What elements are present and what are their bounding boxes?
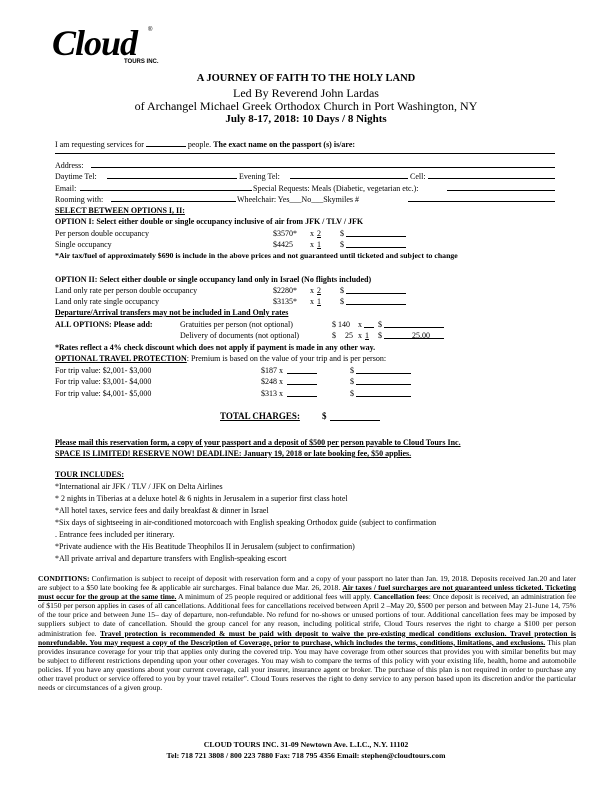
option-two-single-dollar: $: [340, 297, 344, 306]
delivery-total: 25.00: [412, 331, 430, 340]
rooming-with-label: Rooming with:: [55, 195, 104, 204]
special-requests-field[interactable]: [447, 190, 555, 191]
option-two-double-amount-field[interactable]: [346, 293, 406, 294]
departure-transfer-note: Departure/Arrival transfers may not be included in Land Only rates: [55, 308, 289, 317]
option-one-single-amount-field[interactable]: [346, 247, 406, 248]
protection-row-3-amount-field[interactable]: [356, 396, 411, 397]
option-two-single-qty: 1: [317, 297, 321, 306]
mail-instructions: Please mail this reservation form, a copy of your passport and a deposit of $500 per person payable to Cloud Tours Inc.: [55, 438, 461, 447]
include-item: *All hotel taxes, service fees and daily breakfast & dinner in Israel: [55, 506, 269, 515]
evening-tel-label: Evening Tel:: [239, 172, 280, 181]
wheelchair-label: Wheelchair: Yes___No___Skymiles #: [237, 195, 359, 204]
daytime-tel-field[interactable]: [107, 178, 237, 179]
option-one-double-qty: 2: [317, 229, 321, 238]
option-one-double-price: $3570*: [273, 229, 297, 238]
include-item: * 2 nights in Tiberias at a deluxe hotel & 6 nights in Jerusalem in a superior first class hotel: [55, 494, 348, 503]
all-options-label: ALL OPTIONS: Please add:: [55, 320, 153, 329]
protection-row-1-dollar: $: [350, 366, 354, 375]
special-requests-label: Special Requests: Meals (Diabetic, vegetarian etc.):: [253, 184, 419, 193]
address-field[interactable]: [91, 167, 555, 168]
gratuities-qty-field[interactable]: [364, 327, 374, 328]
protection-row-1-amount-field[interactable]: [356, 373, 411, 374]
option-one-double-mult: x: [310, 229, 314, 238]
logo-registered-mark: ®: [148, 27, 153, 33]
option-two-heading: OPTION II: Select either double or single occupancy land only in Israel (No flights included): [55, 275, 372, 284]
include-item: . Entrance fees included per itinerary.: [55, 530, 175, 539]
option-one-double-amount-field[interactable]: [346, 236, 406, 237]
protection-row-2-label: For trip value: $3,001- $4,000: [55, 377, 152, 386]
option-two-single-mult: x: [310, 297, 314, 306]
footer-address: CLOUD TOURS INC. 31-09 Newtown Ave. L.I.C., N.Y. 11102: [203, 740, 409, 749]
protection-heading-line: OPTIONAL TRAVEL PROTECTION: Premium is based on the value of your trip and is per person:: [55, 354, 387, 363]
delivery-dollar: $: [378, 331, 382, 340]
evening-tel-field[interactable]: [290, 178, 408, 179]
logo-subtitle: TOURS INC.: [124, 59, 159, 65]
option-one-single-label: Single occupancy: [55, 240, 112, 249]
address-label: Address:: [55, 161, 84, 170]
protection-row-3-qty-field[interactable]: [287, 396, 317, 397]
option-one-single-dollar: $: [340, 240, 344, 249]
cell-label: Cell:: [410, 172, 426, 181]
gratuities-dollar: $: [378, 320, 382, 329]
option-two-double-price: $2280*: [273, 286, 297, 295]
requesting-line: I am requesting services for people. The exact name on the passport (s) is/are:: [55, 140, 356, 149]
gratuities-amount: $ 140: [332, 320, 350, 329]
email-label: Email:: [55, 184, 77, 193]
include-item: *Six days of sightseeing in air-conditioned motorcoach with English speaking Orthodox guide (subject to confirmation: [55, 518, 437, 527]
total-charges-field[interactable]: [330, 420, 380, 421]
gratuities-amount-field[interactable]: [384, 327, 444, 328]
email-field[interactable]: [80, 190, 252, 191]
delivery-amount-dollar: $: [332, 331, 336, 340]
select-options-heading: SELECT BETWEEN OPTIONS I, II:: [55, 206, 185, 215]
include-item: *Private audience with the His Beatitude Theophilos II in Jerusalem (subject to confirmation): [55, 542, 355, 551]
protection-row-2-price: $248 x: [261, 377, 283, 386]
trip-title: A JOURNEY OF FAITH TO THE HOLY LAND: [196, 73, 416, 84]
delivery-mult: x: [358, 331, 362, 340]
delivery-qty: 1: [365, 331, 369, 340]
option-two-single-amount-field[interactable]: [346, 304, 406, 305]
cloud-tours-logo: [52, 25, 164, 71]
rooming-with-field[interactable]: [111, 201, 236, 202]
option-one-double-label: Per person double occupancy: [55, 229, 149, 238]
total-charges-dollar: $: [322, 411, 327, 421]
option-two-double-label: Land only rate per person double occupancy: [55, 286, 198, 295]
gratuities-mult: x: [358, 320, 362, 329]
include-item: *All private arrival and departure transfers with English-speaking escort: [55, 554, 287, 563]
protection-row-3-label: For trip value: $4,001- $5,000: [55, 389, 152, 398]
cell-field[interactable]: [428, 178, 555, 179]
gratuities-label: Gratuities per person (not optional): [180, 320, 293, 329]
option-one-single-mult: x: [310, 240, 314, 249]
rates-discount-note: *Rates reflect a 4% check discount which does not apply if payment is made in any other way.: [55, 343, 376, 352]
protection-row-1-qty-field[interactable]: [287, 373, 317, 374]
passport-names-field[interactable]: [55, 153, 555, 154]
protection-row-2-qty-field[interactable]: [287, 384, 317, 385]
trip-leader: Led By Reverend John Lardas: [233, 86, 379, 100]
protection-row-3-price: $313 x: [261, 389, 283, 398]
logo-wordmark: Cloud: [52, 23, 138, 63]
protection-row-3-dollar: $: [350, 389, 354, 398]
protection-row-1-label: For trip value: $2,001- $3,000: [55, 366, 152, 375]
trip-church: of Archangel Michael Greek Orthodox Church in Port Washington, NY: [134, 99, 478, 113]
skymiles-field[interactable]: [408, 201, 555, 202]
option-one-single-price: $4425: [273, 240, 293, 249]
option-two-single-label: Land only rate single occupancy: [55, 297, 159, 306]
air-tax-note: *Air tax/fuel of approximately $690 is include in the above prices and not guaranteed until ticketed and subject to change: [55, 251, 458, 260]
deadline-notice: SPACE IS LIMITED! RESERVE NOW! DEADLINE: January 19, 2018 or late booking fee, $50 applies.: [55, 449, 412, 458]
conditions-paragraph: CONDITIONS: Confirmation is subject to receipt of deposit with reservation form and a copy of your passport no later than Jan. 19, 2018. Deposits received Jan.20 and later are subject to a $50 late booking fee & applicable air surcharges. Final balance due Mar. 26, 2018. Air taxes / fuel surcharges are not guaranteed unless ticketed. Ticketing must occur for the group at the same time. A minimum of 25 people required or additional fees will apply. Cancellation fees: Once deposit is received, an administration fee of $150 per person applies in cases of all cancellations. Additional fees for cancellations received between April 2 –May 20, $500 per person and between May 21-June 14, 75% of the tour price and between June 15– day of departure, non-refundable. No refund for no-shows or unused portions of tour. Additional cancellation fees may be imposed by suppliers subject to date of cancellation. Should the group cancel for any reason, including political strife, Cloud Tours reserves the right to charge a $100 per person administration fee. Travel protection is recommended & must be paid with deposit to waive the pre-existing medical conditions exclusion. Travel protection is nonrefundable. You may request a copy of the Description of Coverage, prior to purchase, which includes the terms, conditions, limitations, and exclusions. This plan provides insurance coverage for your trip that applies only during the covered trip. You may have coverage from other sources that provides you with similar benefits but may be subject to different restrictions depending upon your other coverages. You may wish to compare the terms of this policy with your existing life, health, home and automobile policies. If you have any questions about your current coverage, call your insurer, insurance agent or broker. The purchase of this plan is not required in order to purchase any other travel product or service offered to you by your travel retailer”. Cloud Tours reserves the right to deny service to any person based upon its discretion and/or the particular needs or circumstances of a given group.: [38, 574, 577, 693]
option-two-double-qty: 2: [317, 286, 321, 295]
total-charges-label: TOTAL CHARGES:: [220, 411, 300, 421]
protection-row-2-dollar: $: [350, 377, 354, 386]
option-two-double-mult: x: [310, 286, 314, 295]
people-count-field[interactable]: [146, 139, 186, 147]
protection-row-2-amount-field[interactable]: [356, 384, 411, 385]
protection-row-1-price: $187 x: [261, 366, 283, 375]
option-one-heading: OPTION I: Select either double or single occupancy inclusive of air from JFK / TLV / JFK: [55, 217, 364, 226]
footer-contact: Tel: 718 721 3808 / 800 223 7880 Fax: 718 795 4356 Email: stephen@cloudtours.com: [166, 751, 446, 760]
trip-dates: July 8-17, 2018: 10 Days / 8 Nights: [225, 113, 387, 125]
include-item: *International air JFK / TLV / JFK on Delta Airlines: [55, 482, 223, 491]
daytime-tel-label: Daytime Tel:: [55, 172, 97, 181]
tour-includes-heading: TOUR INCLUDES:: [55, 470, 124, 479]
delivery-label: Delivery of documents (not optional): [180, 331, 300, 340]
delivery-amount: 25: [345, 331, 353, 340]
option-two-double-dollar: $: [340, 286, 344, 295]
option-two-single-price: $3135*: [273, 297, 297, 306]
option-one-double-dollar: $: [340, 229, 344, 238]
option-one-single-qty: 1: [317, 240, 321, 249]
